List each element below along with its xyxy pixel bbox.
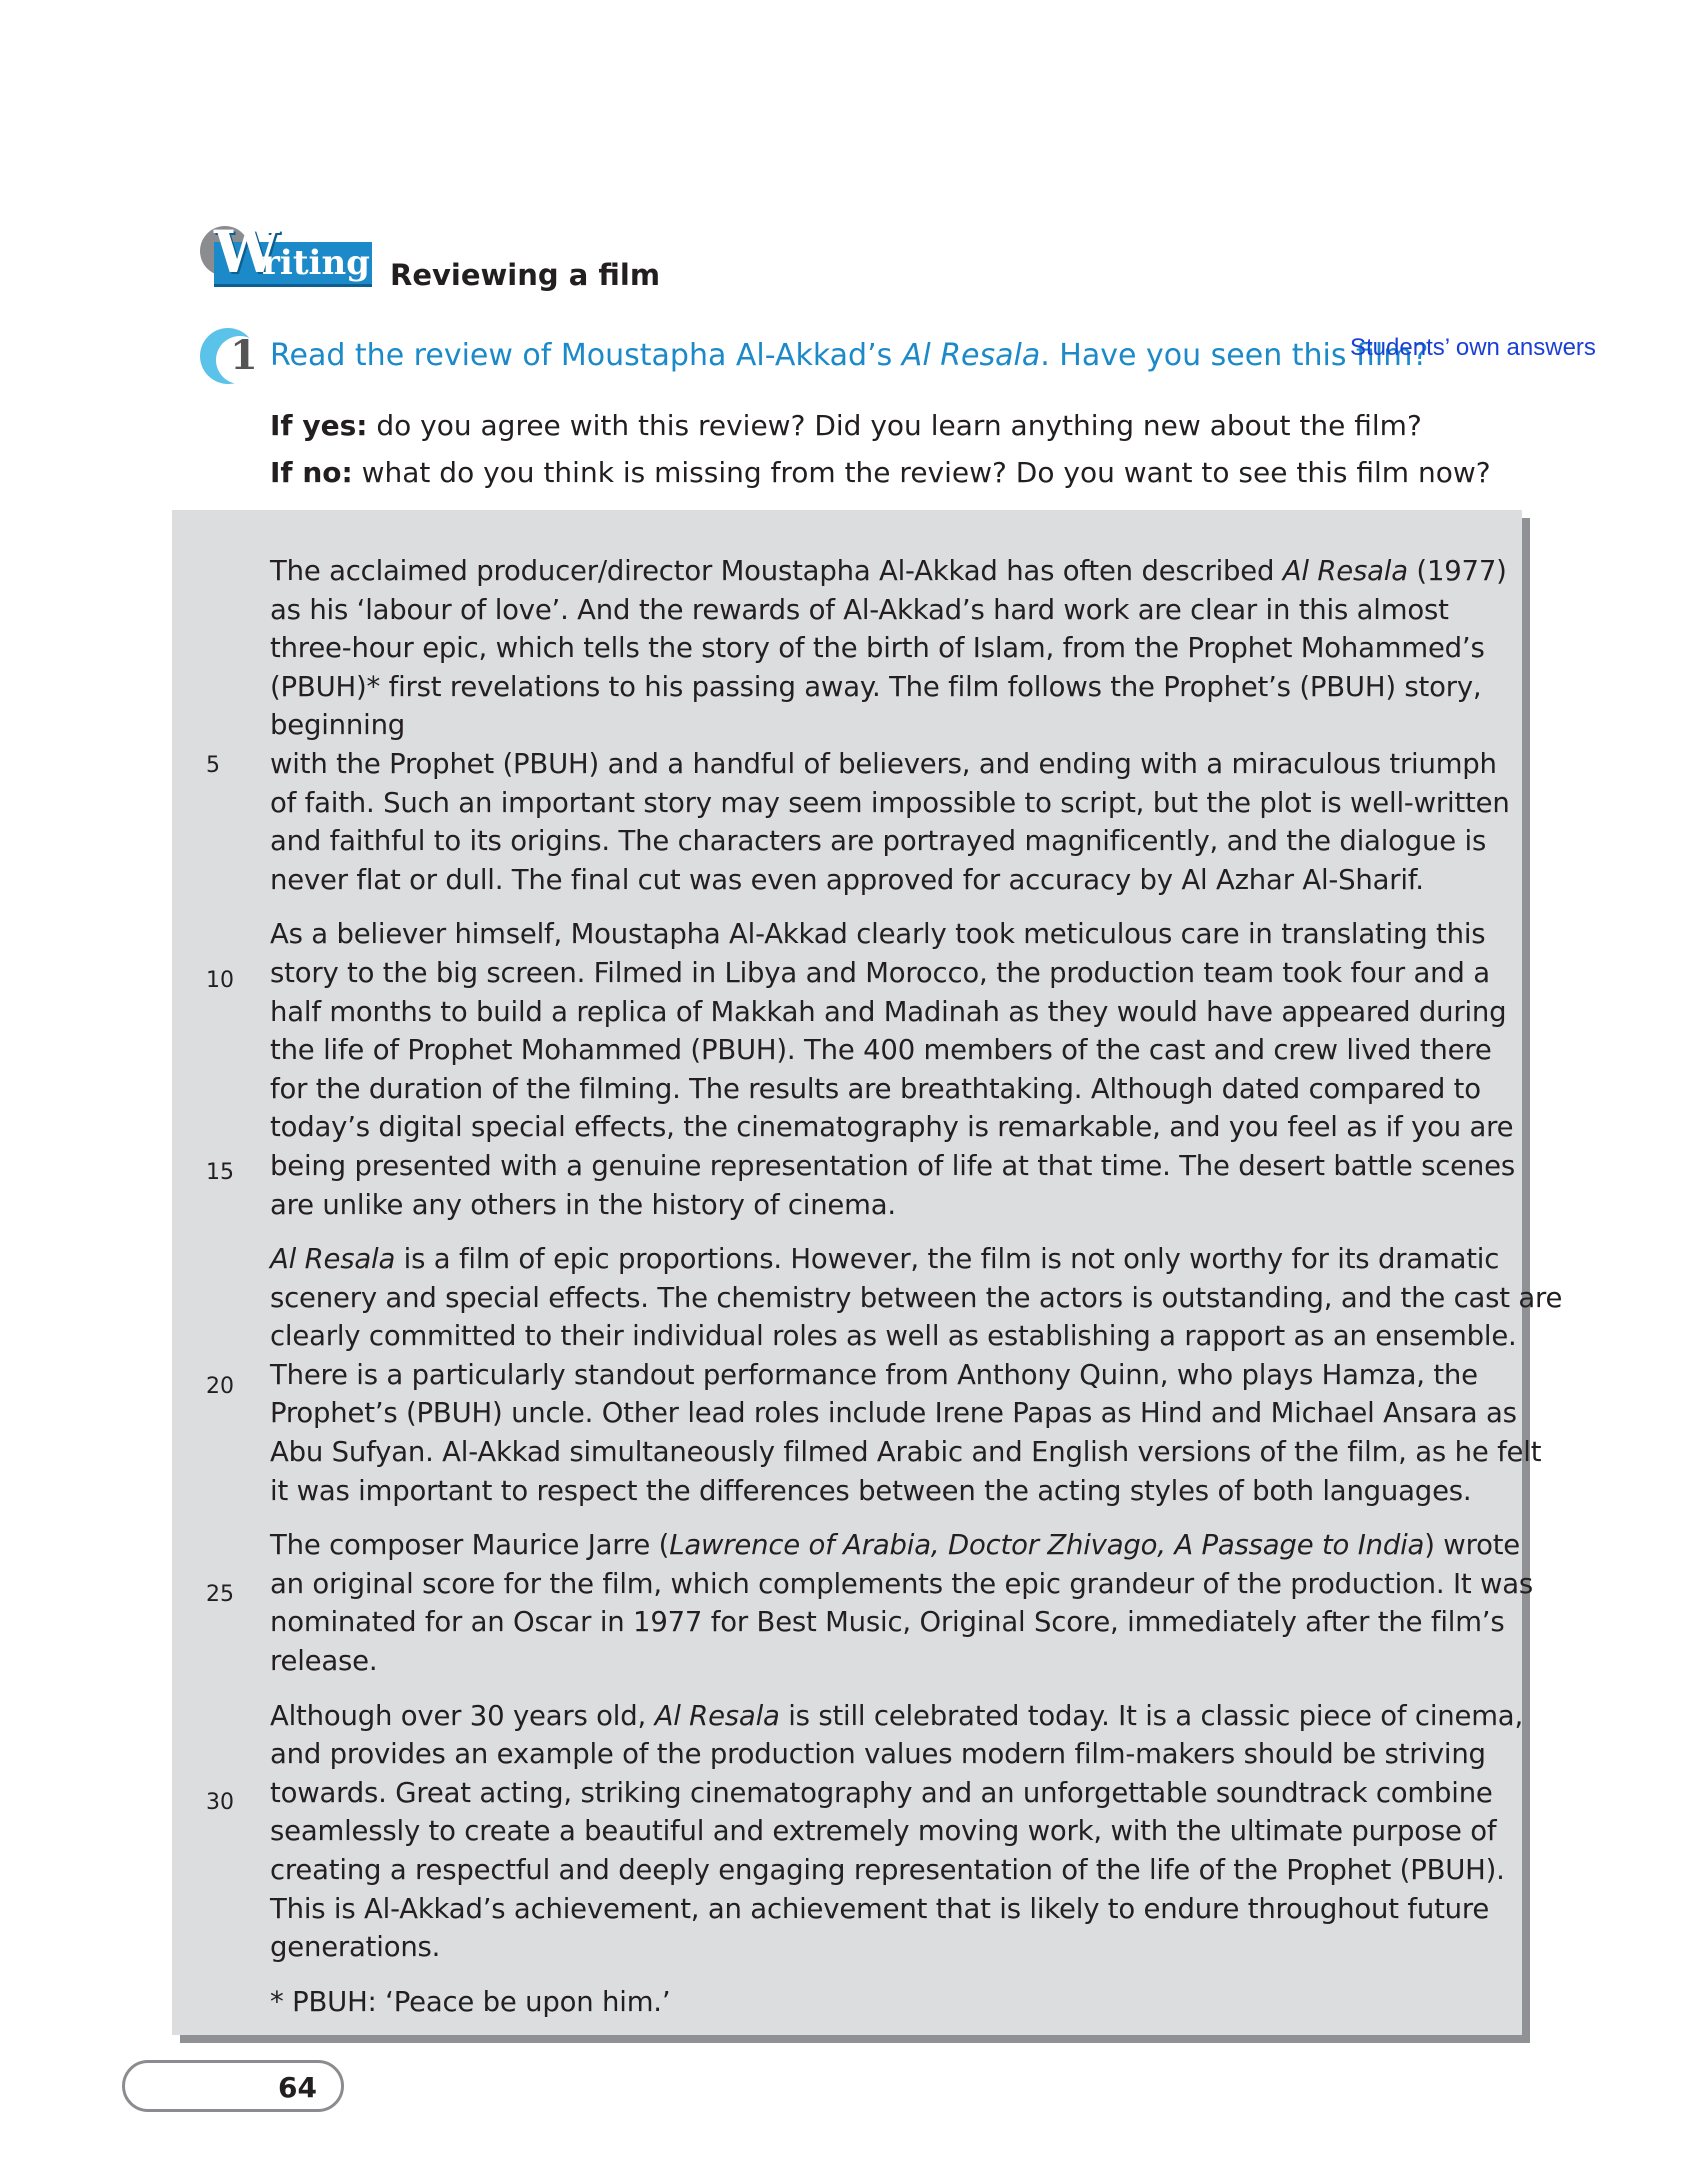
- prompt-yes: [270, 408, 1422, 444]
- review-line: the life of Prophet Mohammed (PBUH). The 400 members of the cast and crew lived there: [270, 1034, 1492, 1067]
- task-text-italic: Al Resala: [901, 338, 1041, 373]
- footnote: * PBUH: ‘Peace be upon him.’: [270, 1985, 671, 2018]
- prompt-no-text: what do you think is missing from the review? Do you want to see this film now?: [352, 456, 1491, 489]
- review-line: today’s digital special effects, the cinematography is remarkable, and you feel as if you are: [270, 1111, 1514, 1144]
- review-line: three-hour epic, which tells the story of the birth of Islam, from the Prophet Mohammed’s: [270, 632, 1485, 665]
- review-line: with the Prophet (PBUH) and a handful of believers, and ending with a miraculous triumph: [270, 747, 1497, 780]
- review-line: The composer Maurice Jarre (Lawrence of Arabia, Doctor Zhivago, A Passage to India) wrote: [270, 1529, 1520, 1562]
- review-text: [270, 552, 1563, 2037]
- review-paragraph-4: [270, 1526, 1534, 1680]
- review-paragraph-3: [270, 1240, 1563, 1510]
- review-line: Although over 30 years old, Al Resala is still celebrated today. It is a classic piece of cinema,: [270, 1699, 1523, 1732]
- review-line: generations.: [270, 1931, 441, 1964]
- line-number-10: 10: [206, 968, 234, 993]
- review-line: This is Al-Akkad’s achievement, an achievement that is likely to endure throughout future: [270, 1892, 1490, 1925]
- review-line: Abu Sufyan. Al-Akkad simultaneously filmed Arabic and English versions of the film, as he felt: [270, 1436, 1542, 1469]
- logo-text: riting: [262, 243, 370, 283]
- task-text-after: . Have you seen this film?: [1040, 338, 1429, 373]
- page-number: 64: [278, 2071, 317, 2104]
- prompt-yes-label: If yes:: [270, 409, 368, 442]
- line-number-25: 25: [206, 1582, 234, 1607]
- review-line: being presented with a genuine representation of life at that time. The desert battle scenes: [270, 1149, 1515, 1182]
- review-line: never flat or dull. The final cut was even approved for accuracy by Al Azhar Al-Sharif.: [270, 863, 1424, 896]
- review-line: an original score for the film, which complements the epic grandeur of the production. It was: [270, 1567, 1534, 1600]
- review-line: as his ‘labour of love’. And the rewards of Al-Akkad’s hard work are clear in this almost: [270, 593, 1449, 626]
- review-line: and faithful to its origins. The characters are portrayed magnificently, and the dialogue is: [270, 825, 1487, 858]
- section-title: Reviewing a film: [390, 258, 661, 292]
- review-line: (PBUH)* first revelations to his passing away. The film follows the Prophet’s (PBUH) story,: [270, 670, 1482, 703]
- review-line: The acclaimed producer/director Moustapha Al-Akkad has often described Al Resala (1977): [270, 555, 1507, 587]
- review-paragraph-5: [270, 1697, 1523, 1967]
- handwritten-answer-note: Students’ own answers: [1350, 334, 1596, 361]
- review-line: towards. Great acting, striking cinematography and an unforgettable soundtrack combine: [270, 1776, 1493, 1809]
- prompt-no-label: If no:: [270, 456, 353, 489]
- page-number-tab: [122, 2060, 344, 2112]
- line-number-20: 20: [206, 1374, 234, 1399]
- review-paragraph-1: [270, 552, 1520, 899]
- review-line: release.: [270, 1645, 378, 1678]
- review-line: are unlike any others in the history of cinema.: [270, 1188, 896, 1221]
- review-line: There is a particularly standout performance from Anthony Quinn, who plays Hamza, the: [270, 1358, 1478, 1391]
- review-line: beginning: [270, 709, 406, 742]
- review-line: Prophet’s (PBUH) uncle. Other lead roles include Irene Papas as Hind and Michael Ansara as: [270, 1397, 1517, 1430]
- task-number: 1: [230, 332, 258, 379]
- review-line: and provides an example of the production values modern film-makers should be striving: [270, 1738, 1486, 1771]
- review-line: of faith. Such an important story may seem impossible to script, but the plot is well-written: [270, 786, 1510, 819]
- review-line: nominated for an Oscar in 1977 for Best Music, Original Score, immediately after the film’s: [270, 1606, 1505, 1639]
- task-text-before: Read the review of Moustapha Al-Akkad’s: [270, 338, 902, 373]
- review-line: clearly committed to their individual roles as well as establishing a rapport as an ensemble.: [270, 1320, 1517, 1353]
- review-line: As a believer himself, Moustapha Al-Akkad clearly took meticulous care in translating this: [270, 918, 1486, 951]
- line-number-5: 5: [206, 753, 220, 778]
- task-number-badge: [200, 328, 256, 384]
- review-line: it was important to respect the differences between the acting styles of both languages.: [270, 1474, 1472, 1507]
- review-line: seamlessly to create a beautiful and extremely moving work, with the ultimate purpose of: [270, 1815, 1497, 1848]
- line-number-30: 30: [206, 1790, 234, 1815]
- review-line: Al Resala is a film of epic proportions. However, the film is not only worthy for its dramatic: [270, 1243, 1500, 1276]
- logo-letter: W: [214, 218, 276, 286]
- line-number-15: 15: [206, 1160, 234, 1185]
- prompt-no: [270, 455, 1491, 491]
- review-line: for the duration of the filming. The results are breathtaking. Although dated compared to: [270, 1072, 1481, 1105]
- review-line: creating a respectful and deeply engaging representation of the life of the Prophet (PBUH).: [270, 1854, 1505, 1886]
- section-header: [200, 218, 1100, 298]
- review-line: story to the big screen. Filmed in Libya and Morocco, the production team took four and a: [270, 956, 1490, 989]
- review-line: half months to build a replica of Makkah and Madinah as they would have appeared during: [270, 995, 1507, 1028]
- task-text: [270, 338, 1428, 374]
- prompt-yes-text: do you agree with this review? Did you learn anything new about the film?: [367, 409, 1422, 442]
- writing-logo: [200, 218, 376, 294]
- review-paragraph-2: [270, 915, 1520, 1224]
- review-line: scenery and special effects. The chemistry between the actors is outstanding, and the cast are: [270, 1281, 1563, 1314]
